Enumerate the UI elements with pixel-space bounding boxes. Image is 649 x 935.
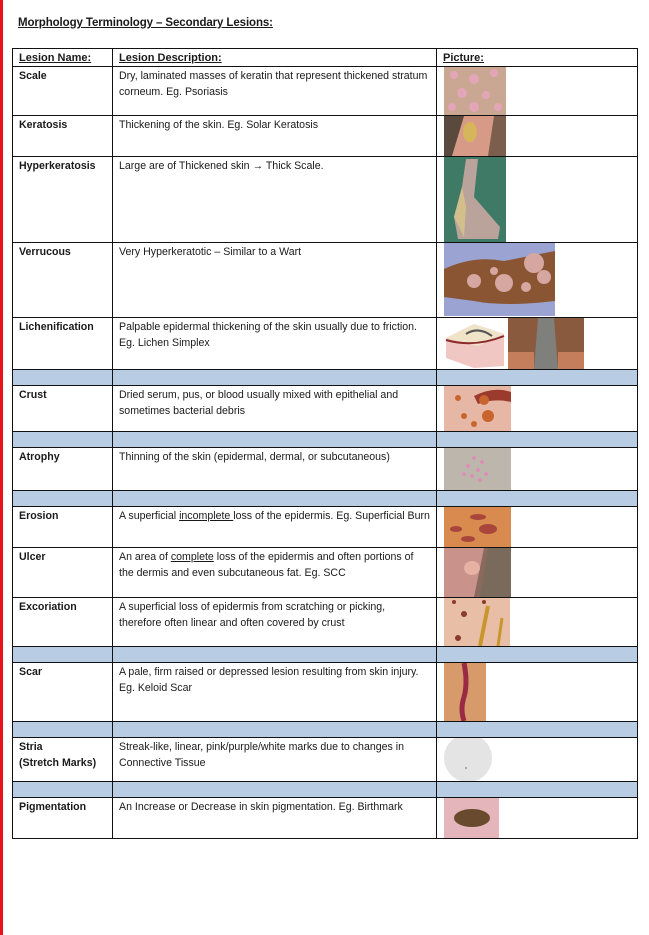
lesion-picture [437, 67, 638, 116]
lesion-name: Atrophy [13, 448, 113, 491]
lesion-name: Hyperkeratosis [13, 157, 113, 243]
birthmark-photo [444, 798, 499, 838]
lesion-picture [437, 157, 638, 243]
lesion-name: Scar [13, 663, 113, 722]
table-row [13, 738, 638, 782]
lesion-description: A superficial loss of epidermis from scratching or picking, therefore often linear and often covered by crust [113, 598, 437, 647]
lesion-picture [437, 548, 638, 598]
lesion-picture [437, 386, 638, 432]
lesion-description: Large are of Thickened skin → Thick Scale. [113, 157, 437, 243]
separator-row [13, 370, 638, 386]
separator-row [13, 432, 638, 448]
lesion-picture [437, 798, 638, 839]
table-header-row [13, 49, 638, 67]
table-row [13, 798, 638, 839]
lesion-picture [437, 738, 638, 782]
table-row [13, 548, 638, 598]
lesion-picture [437, 507, 638, 548]
ulcer-photo [444, 548, 511, 597]
table-row [13, 157, 638, 243]
solar-keratosis-photo [444, 116, 506, 156]
document-title: Morphology Terminology – Secondary Lesions: [18, 17, 273, 29]
lesion-description: A superficial incomplete loss of the epidermis. Eg. Superficial Burn [113, 507, 437, 548]
lesion-name: Ulcer [13, 548, 113, 598]
lesion-description: A pale, firm raised or depressed lesion resulting from skin injury. Eg. Keloid Scar [113, 663, 437, 722]
lesion-name: Stria (Stretch Marks) [13, 738, 113, 782]
lesion-description: Very Hyperkeratotic – Similar to a Wart [113, 243, 437, 318]
lesion-picture [437, 598, 638, 647]
lesion-description: Thickening of the skin. Eg. Solar Keratosis [113, 116, 437, 157]
lesion-picture [437, 243, 638, 318]
excoriation-photo [444, 598, 510, 646]
stretch-marks-abdomen-photo [444, 738, 494, 781]
lesion-name: Erosion [13, 507, 113, 548]
table-row [13, 507, 638, 548]
lesion-picture [437, 663, 638, 722]
verrucous-hand-photo [444, 243, 555, 316]
separator-row [13, 647, 638, 663]
lesion-name: Crust [13, 386, 113, 432]
table-row [13, 116, 638, 157]
lesion-name: Keratosis [13, 116, 113, 157]
hyperkeratotic-foot-photo [444, 157, 506, 242]
lesion-picture [437, 448, 638, 491]
erosion-photo [444, 507, 511, 547]
header-lesion-description: Lesion Description: [113, 49, 437, 67]
lesion-description: Thinning of the skin (epidermal, dermal, or subcutaneous) [113, 448, 437, 491]
lesion-name: Scale [13, 67, 113, 116]
lesion-name: Lichenification [13, 318, 113, 370]
atrophy-photo [444, 448, 511, 490]
table-row [13, 318, 638, 370]
lesion-description: Dry, laminated masses of keratin that represent thickened stratum corneum. Eg. Psoriasis [113, 67, 437, 116]
lesion-name: Pigmentation [13, 798, 113, 839]
lesion-description: An area of complete loss of the epidermis and often portions of the dermis and even subcutaneous fat. Eg. SCC [113, 548, 437, 598]
header-lesion-name: Lesion Name: [13, 49, 113, 67]
psoriasis-photo [444, 67, 506, 115]
table-row [13, 386, 638, 432]
separator-row [13, 722, 638, 738]
table-row [13, 598, 638, 647]
lesion-description: Streak-like, linear, pink/purple/white marks due to changes in Connective Tissue [113, 738, 437, 782]
lesion-name: Excoriation [13, 598, 113, 647]
emphasis-incomplete: incomplete [179, 510, 234, 522]
lesion-description: Dried serum, pus, or blood usually mixed with epithelial and sometimes bacterial debris [113, 386, 437, 432]
emphasis-complete: complete [170, 551, 214, 563]
lesion-picture [437, 116, 638, 157]
lichenification-photo [508, 318, 584, 369]
table-row [13, 67, 638, 116]
separator-row [13, 782, 638, 798]
lesion-name: Verrucous [13, 243, 113, 318]
header-picture: Picture: [437, 49, 638, 67]
separator-row [13, 491, 638, 507]
lesion-description: Palpable epidermal thickening of the skin usually due to friction. Eg. Lichen Simplex [113, 318, 437, 370]
lesion-picture [437, 318, 638, 370]
lichenification-diagram [444, 318, 506, 369]
lesion-description: An Increase or Decrease in skin pigmentation. Eg. Birthmark [113, 798, 437, 839]
table-row [13, 448, 638, 491]
lesions-table [12, 48, 638, 839]
table-row [13, 243, 638, 318]
keloid-scar-photo [444, 663, 486, 721]
page-left-edge [0, 0, 3, 935]
table-row [13, 663, 638, 722]
crust-photo [444, 386, 511, 431]
